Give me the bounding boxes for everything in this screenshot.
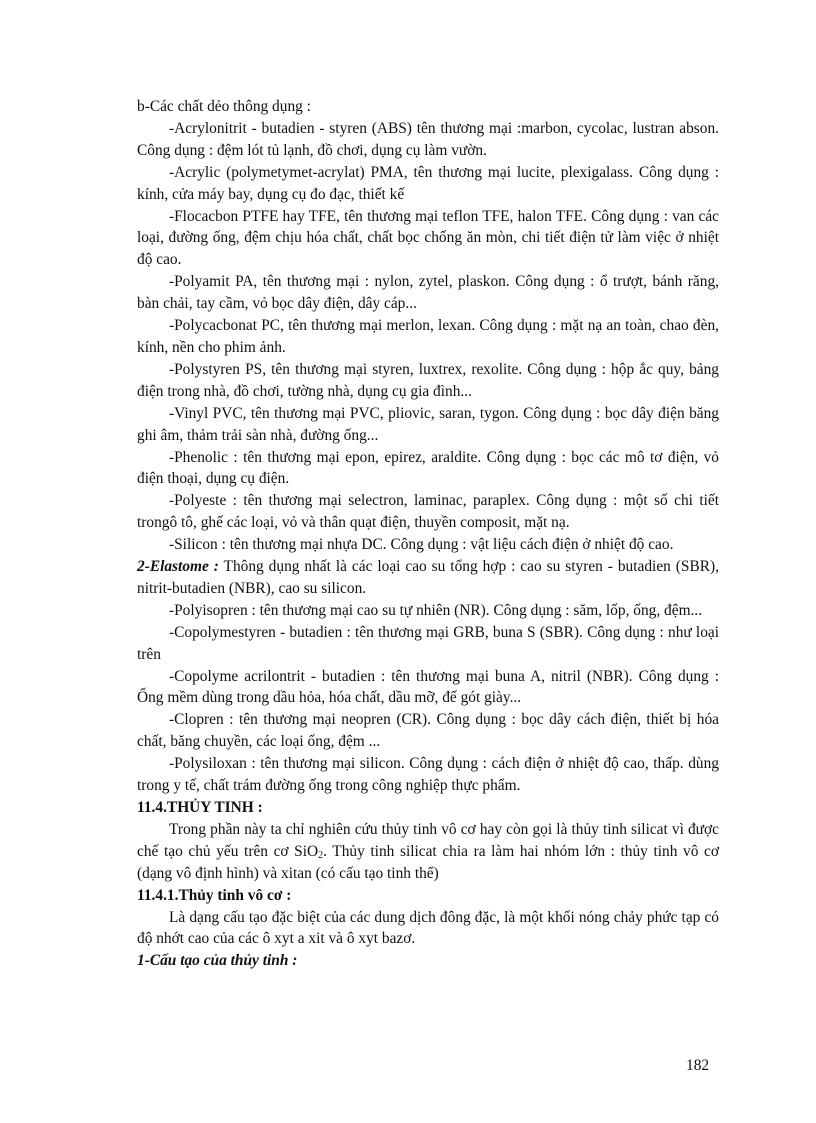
subsection-paragraph: Là dạng cấu tạo đặc biệt của các dung dịch đông đặc, là một khối nóng chảy phức tạp có độ nhớt cao của các ô xyt a xit và ô xyt bazơ. — [137, 908, 719, 948]
list-item: -Polycacbonat PC, tên thương mại merlon, lexan. Công dụng : mặt nạ an toàn, chao đèn, kính, nền cho phim ảnh. — [137, 317, 719, 356]
list-item: -Phenolic : tên thương mại epon, epirez, araldite. Công dụng : bọc các mô tơ điện, vỏ điện thoại, dụng cụ điện. — [137, 448, 719, 488]
list-item: -Copolyme acrilontrit - butadien : tên thương mại buna A, nitril (NBR). Công dụng : Ống mềm dùng trong dầu hỏa, hóa chất, dầu mỡ, đế gót giày... — [137, 667, 719, 707]
page-number: 182 — [686, 1057, 710, 1074]
page-body — [137, 96, 719, 972]
list-item: -Vinyl PVC, tên thương mại PVC, pliovic, saran, tygon. Công dụng : bọc dây điện băng ghi âm, thảm trải sàn nhà, đường ống... — [137, 404, 719, 444]
section-title: 11.4.THỦY TINH : — [137, 799, 263, 816]
list-item: -Polyamit PA, tên thương mại : nylon, zytel, plaskon. Công dụng : ổ trượt, bánh răng, bàn chải, tay cầm, vỏ bọc dây điện, dây cáp... — [137, 273, 719, 313]
list-item: -Polystyren PS, tên thương mại styren, luxtrex, rexolite. Công dụng : hộp ắc quy, bảng điện trong nhà, đồ chơi, tường nhà, dụng cụ gia đình... — [137, 360, 719, 400]
elastome-paragraph — [137, 556, 719, 600]
list-item: -Polyisopren : tên thương mại cao su tự nhiên (NR). Công dụng : săm, lốp, ống, đệm... — [169, 601, 703, 619]
section-text-a: Trong phần này ta chỉ nghiên cứu thủy tinh vô cơ hay còn gọi là thủy tinh silicat vì được chế tạo chủ yếu trên cơ SiO — [137, 820, 719, 860]
list-item: -Polyeste : tên thương mại selectron, laminac, paraplex. Công dụng : một số chi tiết trongô tô, ghế các loại, vỏ và thân quạt điện, thuyền composit, mặt nạ. — [137, 492, 719, 532]
section-text-b: . Thủy tinh silicat chia ra làm hai nhóm lớn : thủy tinh vô cơ (dạng vô định hình) và xitan (có cấu tạo tinh thể) — [137, 842, 720, 882]
list-item: -Polysiloxan : tên thương mại silicon. Công dụng : cách điện ở nhiệt độ cao, thấp. dùng trong y tế, chất trám đường ống trong công nghiệp thực phẩm. — [137, 755, 719, 795]
section-paragraph — [137, 819, 719, 885]
sub-heading: 1-Cấu tạo của thủy tinh : — [137, 952, 298, 970]
list-item: -Acrylonitrit - butadien - styren (ABS) tên thương mại :marbon, cycolac, lustran abson. Công dụng : đệm lót tủ lạnh, đồ chơi, dụng cụ làm vườn. — [137, 119, 719, 159]
list-item: -Copolymestyren - butadien : tên thương mại GRB, buna S (SBR). Công dụng : như loại trên — [137, 623, 719, 663]
heading-b: b-Các chất dẻo thông dụng : — [137, 98, 311, 115]
list-item: -Flocacbon PTFE hay TFE, tên thương mại teflon TFE, halon TFE. Công dụng : van các loại, đường ống, đệm chịu hóa chất, chất bọc chống ăn mòn, chi tiết điện tử làm việc ở nhiệt độ cao. — [137, 207, 719, 269]
list-item: -Acrylic (polymetymet-acrylat) PMA, tên thương mại lucite, plexigalass. Công dụng : kính, cửa máy bay, dụng cụ đo đạc, thiết kế — [137, 163, 719, 203]
list-item: -Clopren : tên thương mại neopren (CR). Công dụng : bọc dây cách điện, thiết bị hóa chất, băng chuyền, các loại ống, đệm ... — [137, 711, 719, 751]
subsection-title: 11.4.1.Thủy tinh vô cơ : — [137, 886, 292, 904]
subscript: 2 — [318, 849, 324, 861]
elastome-label: 2-Elastome : — [137, 558, 219, 576]
list-item: -Silicon : tên thương mại nhựa DC. Công dụng : vật liệu cách điện ở nhiệt độ cao. — [169, 536, 674, 554]
elastome-text: Thông dụng nhất là các loại cao su tổng hợp : cao su styren - butadien (SBR), nitrit-butadien (NBR), cao su silicon. — [137, 558, 719, 597]
